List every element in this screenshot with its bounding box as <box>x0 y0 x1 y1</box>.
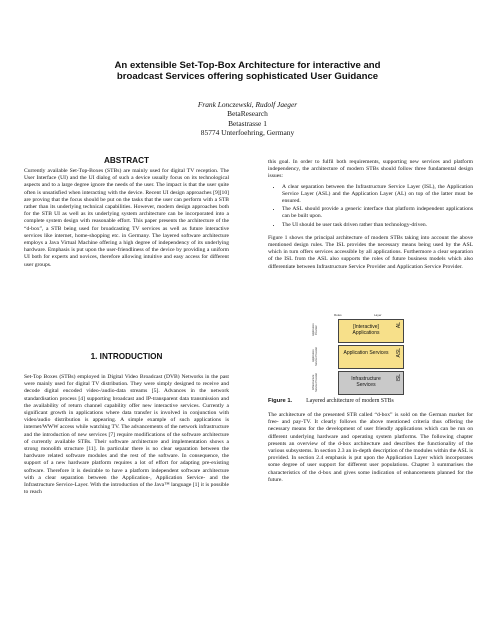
layer-application-services-label: Application Services <box>343 350 389 356</box>
role-infrastructure-service-provider: Infrastructure Service Provider <box>312 372 318 392</box>
design-issues-list <box>268 184 473 229</box>
right-para-3: The architecture of the presented STB called “d-box” is sold on the German market for free- and pay-TV. It clearly follows the above mentioned criteria thus offering the necessary means for the development of user friendly applications which can be run on different underlying hardware and operating system platforms. The following chapter presents an overview of the d-box architecture and describes the functionality of the various subsystems. In section 2.3 an in-depth description of the modules within the ASL is provided. In section 2.4 emphasis is put upon the Application Layer which incorporates some degree of user support for different user populations. Chapter 3 summarises the characteristics of the d-box and gives some indication of enhancements planned for the future. <box>268 412 473 483</box>
author-block <box>150 100 345 138</box>
layer-application <box>338 319 404 343</box>
layer-infrastructure-services-label: Infrastructure Services <box>351 376 381 388</box>
figure-caption-text: Layered architecture of modern STBs <box>306 398 394 404</box>
author-names: Frank Lonczewski, Rudolf Jaeger <box>197 100 298 109</box>
abstract-body <box>24 168 229 269</box>
intro-body <box>24 374 229 496</box>
right-para-1: this goal. In order to fulfil both requirements, supporting new services and platform independency, the architecture of modern STBs should follow three fundamental design issues: <box>268 159 473 180</box>
affiliation: BetaResearch <box>227 109 268 119</box>
role-application-provider: Application Provider <box>312 323 318 337</box>
list-item: • The ASL should provide a generic interface that platform independent applications can be built upon. <box>282 206 473 220</box>
figure-1-diagram <box>312 313 430 395</box>
figure-caption-label: Figure 1. <box>268 398 293 404</box>
right-para-2: Figure 1 shows the principal architecture of modern STBs taking into account the above mentioned design rules. The ISL provides the necessary means being used by the ASL which in turn offers services accessible by all applications. Furthermore a clear separation of the ISL from the ASL also supports the roles of future business models which also differentiate between Infrastructure Service Provider and Application Service Provider. <box>268 234 473 270</box>
address-street: Betastrasse 1 <box>228 118 267 128</box>
role-application-service-provider: Application Service Provider <box>312 346 318 366</box>
layer-application-services-abbr: ASL <box>396 348 402 358</box>
right-column-bottom <box>268 412 473 484</box>
layer-infrastructure-services-abbr: ISL <box>396 374 402 382</box>
layer-application-services <box>338 345 404 369</box>
figure-caption <box>268 398 473 404</box>
layer-label: Layer <box>374 313 382 317</box>
intro-heading: 1. INTRODUCTION <box>90 352 163 361</box>
list-item: • A clear separation between the Infrastructure Service Layer (ISL), the Application Service Layer (ASL) and the Application Layer (AL) on top of the latter must be ensured. <box>282 184 473 206</box>
right-column-top <box>268 159 473 271</box>
abstract-text: Currently available Set-Top-Boxes (STBs) are mainly used for digital TV reception. The User Interface (UI) and the UI dialog of such a device usually focus on its technological aspects and to a large degree ignore the needs of the user. The impact is that the user quite often is unsatisfied when interacting with the device. Recent UI design approaches [9][10] are proving that the focus should be put on the tasks that the user can perform with a STB rather than its underlying technical capabilities. However, modern design approaches both for the STB UI as well as its underlying system architecture can be incorporated into a complete system design with reasonable effort. This paper presents the architecture of the “d-box”, a STB being used for broadcasting TV services as well as future interactive services like internet, home-shopping etc. in Germany. The layered software architecture employs a Java Virtual Machine offering a high degree of independency of its underlying hardware. Emphasis is put upon the user-friendliness of the device by providing a uniform UI both for experts and novices, therefore allowing intuitive and easy access for different user groups. <box>24 168 229 268</box>
intro-text: Set-Top Boxes (STBs) employed in Digital Video Broadcast (DVB) Networks in the past were mainly used for digital TV distribution. They were simply designed to receive and decode digital encoded video-/audio-data streams [5]. Advances in the network standardisation process [4] supporting broadcast and IP-transparent data transmission and the availability of return channel capability offer new interactive services. Currently a significant growth in applications where data transfer is involved in conjunction with video/audio distribution is appearing. A simple example of such applications is internet/WWW access while watching TV. The advancements of the network infrastructure and the introduction of new services [7] require modifications of the software architecture of currently available STBs. Their software architecture and implementation shows a strong monolith structure [11]. In particular there is no clear separation between the hardware related software modules and the rest of the software. In consequence, the support of a new hardware platform requires a lot of effort for adapting pre-existing software. Therefore it is desirable to have a platform independent software architecture with a clear separation between the Application-, Application Service- and the Infrastructure Service-Layer. With the introduction of the Java™ language [1] it is possible to reach <box>24 374 229 496</box>
list-item: • The UI should be user task driven rather than technology-driven. <box>282 222 473 229</box>
layer-application-abbr: AL <box>396 322 402 329</box>
abstract-heading: ABSTRACT <box>103 156 150 165</box>
roles-label: Roles <box>334 313 342 317</box>
address-city: 85774 Unterfoehring, Germany <box>200 128 295 138</box>
layer-infrastructure-services <box>338 371 404 395</box>
layer-application-label: [Interactive] Applications <box>352 324 380 336</box>
paper-title: An extensible Set-Top-Box Architecture for interactive and broadcast Services offering sophisticated User Guidance <box>114 60 381 83</box>
